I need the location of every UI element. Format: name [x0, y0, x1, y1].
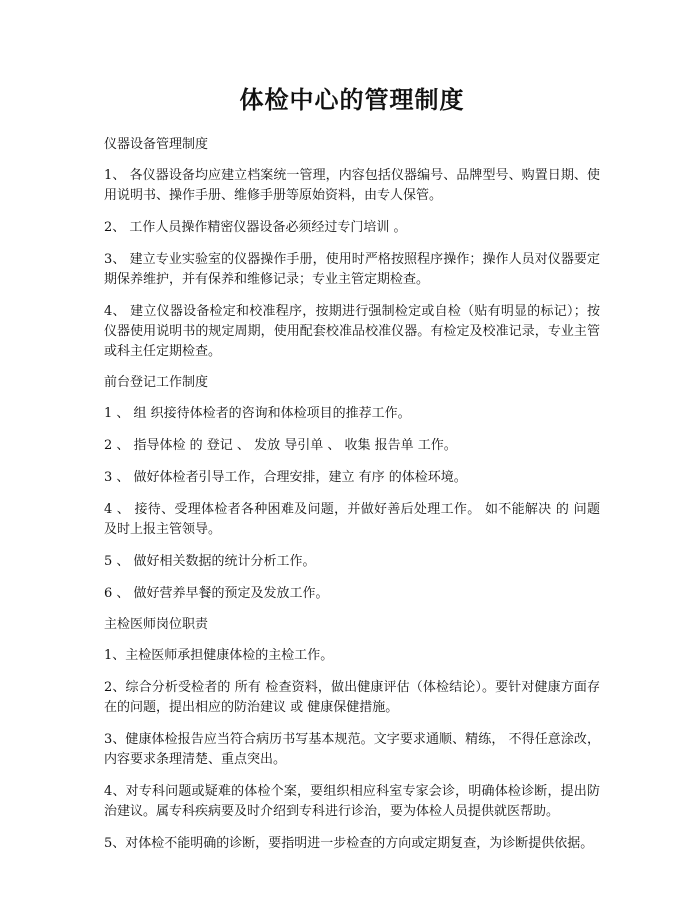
paragraph: 1 、 组 织接待体检者的咨询和体检项目的推荐工作。 [104, 406, 411, 421]
paragraph: 2、综合分析受检者的 所有 检查资料，做出健康评估（体检结论）。要针对健康方面存在的问题，提出相应的防治建议 或 健康保健措施。 [104, 680, 600, 715]
document-title: 体检中心的管理制度 [239, 86, 465, 114]
section-heading: 仪器设备管理制度 [104, 137, 209, 152]
section-heading: 前台登记工作制度 [104, 375, 209, 390]
paragraph: 4、 建立仪器设备检定和校准程序，按期进行强制检定或自检（贴有明显的标记）；按仪器使用说明书的规定周期，使用配套校准品校准仪器。有检定及校准记录，专业主管或科主任定期检查。 [104, 304, 600, 359]
section-front-desk-registration [104, 374, 600, 604]
paragraph: 2 、 指导体检 的 登记 、 发放 导引单 、 收集 报告单 工作。 [104, 438, 457, 453]
paragraph: 4、对专科问题或疑难的体检个案，要组织相应科室专家会诊，明确体检诊断，提出防治建议。属专科疾病要及时介绍到专科进行诊治，要为体检人员提供就医帮助。 [104, 784, 600, 819]
paragraph: 1、 各仪器设备均应建立档案统一管理，内容包括仪器编号、品牌型号、购置日期、使用说明书、操作手册、维修手册等原始资料，由专人保管。 [104, 168, 600, 203]
section-equipment-management [104, 136, 600, 362]
paragraph: 3 、 做好体检者引导工作，合理安排，建立 有序 的体检环境。 [104, 470, 467, 485]
paragraph: 5、对体检不能明确的诊断，要指明进一步检查的方向或定期复查，为诊断提供依据。 [104, 836, 594, 851]
paragraph: 3、健康体检报告应当符合病历书写基本规范。文字要求通顺、精练， 不得任意涂改， 内容要求条理清楚、重点突出。 [104, 732, 600, 767]
paragraph: 4 、 接待、受理体检者各种困难及问题，并做好善后处理工作。 如不能解决 的 问题 及时上报主管领导。 [104, 502, 600, 537]
section-chief-physician-duties [104, 616, 600, 854]
paragraph: 6 、 做好营养早餐的预定及发放工作。 [104, 586, 329, 601]
paragraph: 3、 建立专业实验室的仪器操作手册，使用时严格按照程序操作；操作人员对仪器要定期保养维护，并有保养和维修记录；专业主管定期检查。 [104, 252, 600, 287]
paragraph: 1、主检医师承担健康体检的主检工作。 [104, 648, 334, 663]
paragraph: 2、 工作人员操作精密仪器设备必须经过专门培训 。 [104, 220, 407, 235]
section-heading: 主检医师岗位职责 [104, 617, 209, 632]
paragraph: 5 、 做好相关数据的统计分析工作。 [104, 554, 316, 569]
